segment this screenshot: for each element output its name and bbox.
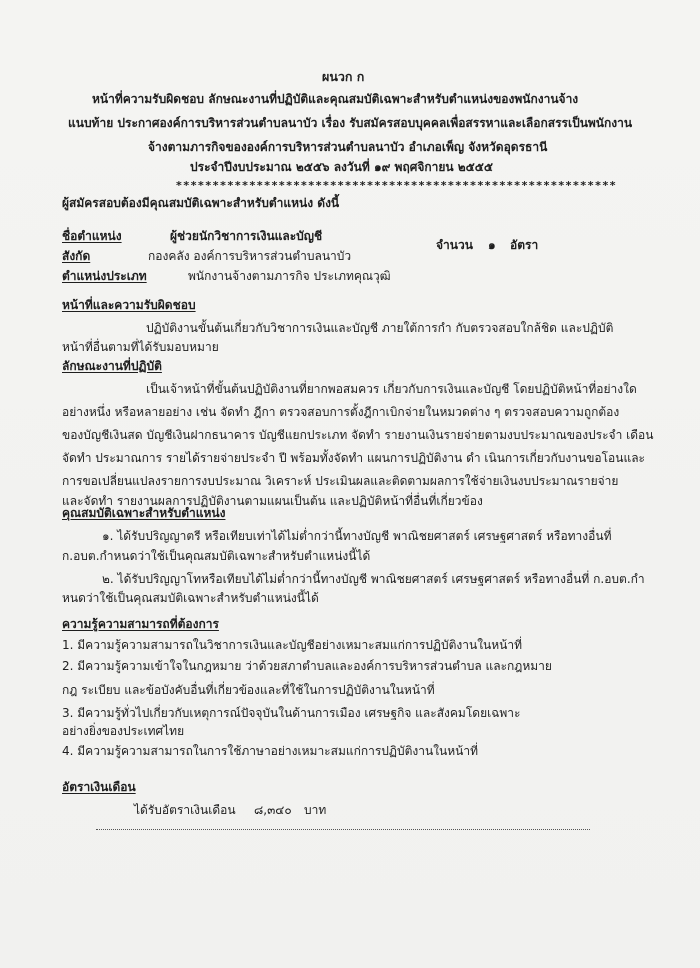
qualification-1-line-1: ๑. ได้รับปริญญาตรี หรือเทียบเท่าได้ไม่ต่ำกว่านี้ทางบัญชี พาณิชยศาสตร์ เศรษฐศาสตร์ หรือทางอื่นที่: [102, 529, 612, 543]
knowledge-item-4: 4. มีความรู้ความสามารถในการใช้ภาษาอย่างเหมาะสมแก่การปฏิบัติงานในหน้าที่: [62, 744, 479, 758]
work-line-3: ของบัญชีเงินสด บัญชีเงินฝากธนาคาร บัญชีแยกประเภท จัดทำ รายงานเงินรายจ่ายตามงบประมาณของประจำ เดือน: [62, 428, 654, 442]
duties-line-2: หน้าที่อื่นตามที่ได้รับมอบหมาย: [62, 340, 219, 354]
qualification-1-line-2: ก.อบต.กำหนดว่าใช้เป็นคุณสมบัติเฉพาะสำหรับตำแหน่งนี้ได้: [62, 549, 371, 563]
salary-heading: อัตราเงินเดือน: [62, 780, 136, 794]
header-line-2: แนบท้าย ประกาศองค์การบริหารส่วนตำบลนาบัว เรื่อง รับสมัครสอบบุคคลเพื่อสรรหาและเลือกสรรเป็นพนักงาน: [68, 116, 633, 130]
header-line-4: ประจำปีงบประมาณ ๒๕๕๖ ลงวันที่ ๑๙ พฤศจิกายน ๒๕๕๕: [190, 160, 493, 174]
qualification-2-line-2: หนดว่าใช้เป็นคุณสมบัติเฉพาะสำหรับตำแหน่งนี้ได้: [62, 591, 319, 605]
position-count-value: ๑: [488, 238, 496, 252]
department-label: สังกัด: [62, 249, 91, 263]
position-type-value: พนักงานจ้างตามภารกิจ ประเภทคุณวุฒิ: [188, 269, 391, 283]
knowledge-item-3-line-2: อย่างยิ่งของประเทศไทย: [62, 724, 185, 738]
knowledge-item-1: 1. มีความรู้ความสามารถในวิชาการเงินและบัญชีอย่างเหมาะสมแก่การปฏิบัติงานในหน้าที่: [62, 638, 523, 652]
knowledge-heading: ความรู้ความสามารถที่ต้องการ: [62, 617, 219, 631]
header-line-3: จ้างตามภารกิจขององค์การบริหารส่วนตำบลนาบัว อำเภอเพ็ญ จังหวัดอุดรธานี: [148, 140, 548, 154]
header-line-1: หน้าที่ความรับผิดชอบ ลักษณะงานที่ปฏิบัติและคุณสมบัติเฉพาะสำหรับตำแหน่งของพนักงานจ้าง: [92, 92, 579, 106]
position-count-unit: อัตรา: [510, 238, 539, 252]
appendix-title: ผนวก ก: [322, 69, 365, 84]
work-line-5: การขอเปลี่ยนแปลงรายการงบประมาณ วิเคราะห์ ประเมินผลและติดตามผลการใช้จ่ายเงินงบประมาณรายจ่าย: [62, 474, 619, 488]
qualification-2-line-1: ๒. ได้รับปริญญาโทหรือเทียบได้ไม่ต่ำกว่านี้ทางบัญชี พาณิชยศาสตร์ เศรษฐศาสตร์ หรือทางอื่นที่ ก.อบต.กำ: [102, 572, 645, 586]
duties-line-1: ปฏิบัติงานขั้นต้นเกี่ยวกับวิชาการเงินและบัญชี ภายใต้การกำ กับตรวจสอบใกล้ชิด และปฏิบัติ: [146, 321, 614, 335]
intro-text: ผู้สมัครสอบต้องมีคุณสมบัติเฉพาะสำหรับตำแหน่ง ดังนี้: [62, 196, 340, 210]
department-value: กองคลัง องค์การบริหารส่วนตำบลนาบัว: [148, 249, 352, 263]
knowledge-item-3-line-1: 3. มีความรู้ทั่วไปเกี่ยวกับเหตุการณ์ปัจจุบันในด้านการเมือง เศรษฐกิจ และสังคมโดยเฉพาะ: [62, 706, 521, 720]
salary-label: ได้รับอัตราเงินเดือน: [134, 803, 236, 817]
position-name-label: ชื่อตำแหน่ง: [62, 229, 122, 243]
work-line-6: และจัดทำ รายงานผลการปฏิบัติงานตามแผนเป็นต้น และปฏิบัติหน้าที่อื่นที่เกี่ยวข้อง: [62, 494, 483, 508]
salary-amount: ๘,๓๔๐: [254, 803, 292, 817]
work-heading: ลักษณะงานที่ปฏิบัติ: [62, 359, 162, 373]
position-name-value: ผู้ช่วยนักวิชาการเงินและบัญชี: [170, 229, 323, 243]
knowledge-item-2-line-2: กฎ ระเบียบ และข้อบังคับอื่นที่เกี่ยวข้องและที่ใช้ในการปฏิบัติงานในหน้าที่: [62, 683, 435, 697]
divider-stars: ************************************************************: [176, 179, 618, 192]
work-line-1: เป็นเจ้าหน้าที่ขั้นต้นปฏิบัติงานที่ยากพอสมควร เกี่ยวกับการเงินและบัญชี โดยปฏิบัติหน้าที่อย่างใด: [146, 382, 637, 396]
bottom-dotted-divider: [96, 829, 590, 830]
position-type-label: ตำแหน่งประเภท: [62, 269, 147, 283]
knowledge-item-2-line-1: 2. มีความรู้ความเข้าใจในกฎหมาย ว่าด้วยสภาตำบลและองค์การบริหารส่วนตำบล และกฎหมาย: [62, 659, 552, 673]
duties-heading: หน้าที่และความรับผิดชอบ: [62, 298, 196, 312]
position-count-label: จำนวน: [436, 238, 473, 252]
work-line-4: จัดทำ ประมาณการ รายได้รายจ่ายประจำ ปี พร้อมทั้งจัดทำ แผนการปฏิบัติงาน ดำ เนินการเกี่ยวกับงานขอโอนและ: [62, 451, 645, 465]
qualifications-heading: คุณสมบัติเฉพาะสำหรับตำแหน่ง: [62, 506, 226, 520]
salary-unit: บาท: [304, 803, 327, 817]
work-line-2: อย่างหนึ่ง หรือหลายอย่าง เช่น จัดทำ ฎีกา ตรวจสอบการตั้งฎีกาเบิกจ่ายในหมวดต่าง ๆ ตรวจสอบความถูกต้อง: [62, 405, 620, 419]
